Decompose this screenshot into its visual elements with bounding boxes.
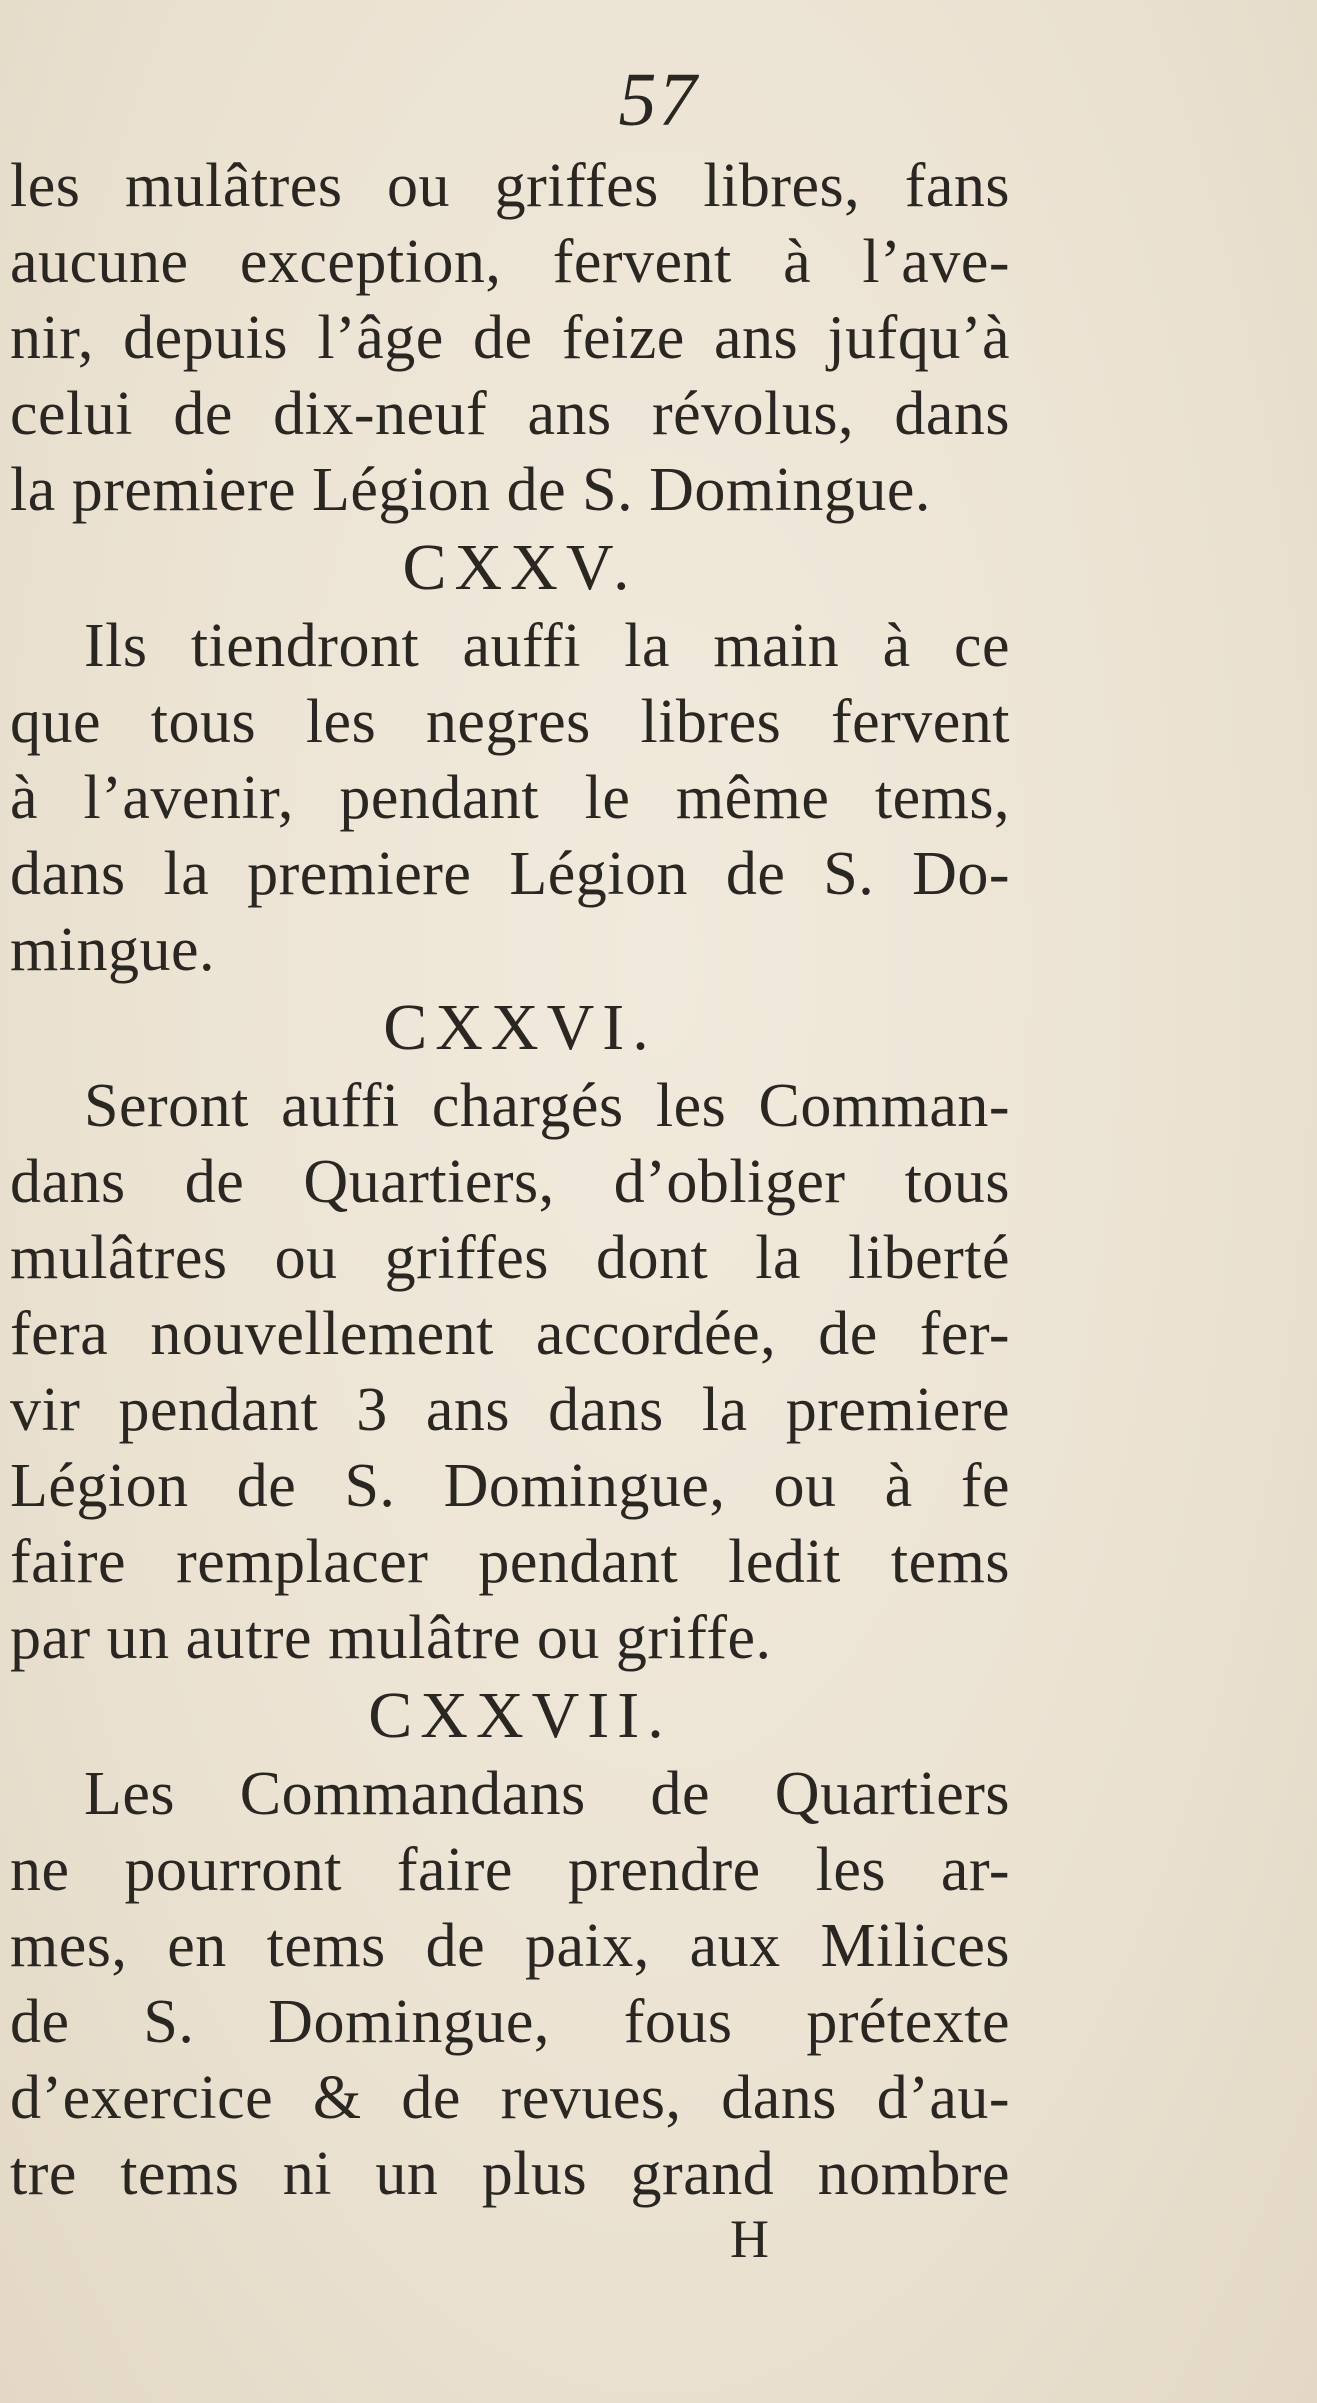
text-line: vir pendant 3 ans dans la premiere: [10, 1376, 1010, 1444]
text-line: que tous les negres libres fervent: [10, 688, 1010, 756]
text-line: mulâtres ou griffes dont la liberté: [10, 1224, 1010, 1292]
text-line: la premiere Légion de S. Domingue.: [10, 456, 931, 524]
text-line: par un autre mulâtre ou griffe.: [10, 1604, 772, 1672]
text-line: ne pourront faire prendre les ar-: [10, 1836, 1010, 1904]
text-line: Ils tiendront auffi la main à ce: [84, 612, 1010, 680]
text-line: dans de Quartiers, d’obliger tous: [10, 1148, 1010, 1216]
text-line: dans la premiere Légion de S. Do-: [10, 840, 1010, 908]
page-body: [10, 148, 1010, 2212]
text-line: Légion de S. Domingue, ou à fe: [10, 1452, 1010, 1520]
text-line: les mulâtres ou griffes libres, fans: [10, 152, 1010, 220]
text-line: faire remplacer pendant ledit tems: [10, 1528, 1010, 1596]
article-heading: CXXVI.: [383, 991, 657, 1064]
text-line: fera nouvellement accordée, de fer-: [10, 1300, 1010, 1368]
text-line: Les Commandans de Quartiers: [84, 1760, 1010, 1828]
text-line: celui de dix-neuf ans révolus, dans: [10, 380, 1010, 448]
text-line: à l’avenir, pendant le même tems,: [10, 764, 1010, 832]
text-line: tre tems ni un plus grand nombre: [10, 2140, 1010, 2208]
text-line: aucune exception, fervent à l’ave-: [10, 228, 1010, 296]
text-line: Seront auffi chargés les Comman-: [84, 1072, 1010, 1140]
text-line: de S. Domingue, fous prétexte: [10, 1988, 1010, 2056]
signature-mark: H: [730, 2209, 771, 2269]
text-line: nir, depuis l’âge de feize ans jufqu’à: [10, 304, 1010, 372]
article-heading: CXXV.: [402, 531, 638, 604]
text-line: mes, en tems de paix, aux Milices: [10, 1912, 1010, 1980]
article-heading: CXXVII.: [368, 1679, 672, 1752]
text-line: d’exercice & de revues, dans d’au-: [10, 2064, 1010, 2132]
text-line: mingue.: [10, 916, 215, 984]
page-number: 57: [618, 58, 699, 142]
